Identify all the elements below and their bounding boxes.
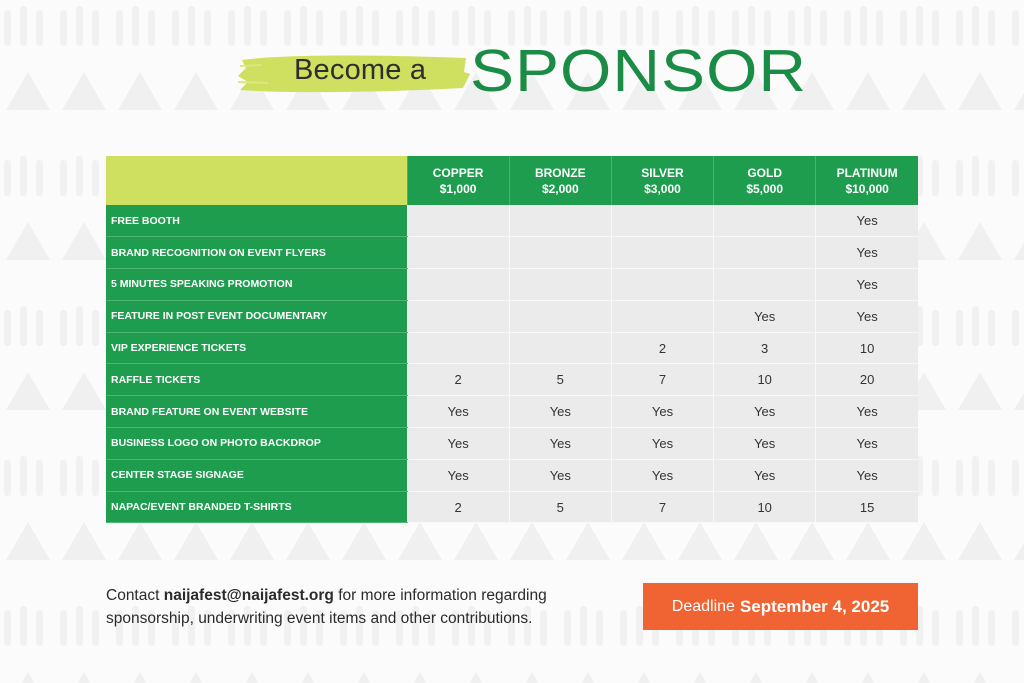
benefit-value-gold: [714, 237, 816, 269]
benefit-value-platinum: 10: [816, 332, 918, 364]
benefit-value-platinum: 15: [816, 491, 918, 523]
table-row: [106, 300, 918, 332]
tier-header-row: [106, 156, 918, 205]
benefit-value-bronze: Yes: [509, 459, 611, 491]
benefit-label: BRAND FEATURE ON EVENT WEBSITE: [106, 396, 407, 428]
header-prefix: Become a: [294, 54, 427, 86]
tier-header-gold: GOLD $5,000: [714, 156, 816, 205]
deadline-date: September 4, 2025: [739, 596, 890, 616]
benefit-value-silver: 7: [611, 491, 713, 523]
contact-text: Contact naijafest@naijafest.org for more information regarding sponsorship, underwriting event items and other contributions.: [106, 587, 547, 627]
benefit-label: BRAND RECOGNITION ON EVENT FLYERS: [106, 237, 407, 269]
tier-header-copper: COPPER $1,000: [407, 156, 509, 205]
benefit-value-copper: Yes: [407, 428, 509, 460]
tier-header-bronze: BRONZE $2,000: [509, 156, 611, 205]
table-row: [106, 364, 918, 396]
benefit-value-gold: [714, 269, 816, 301]
benefit-value-bronze: 5: [509, 491, 611, 523]
benefit-value-platinum: Yes: [816, 459, 918, 491]
table-row: [106, 396, 918, 428]
benefit-value-copper: [407, 269, 509, 301]
benefit-value-platinum: 20: [816, 364, 918, 396]
benefit-value-bronze: 5: [509, 364, 611, 396]
benefit-value-bronze: [509, 300, 611, 332]
benefit-value-silver: [611, 300, 713, 332]
contact-email-link[interactable]: naijafest@naijafest.org: [163, 587, 334, 604]
deadline-label: Deadline: [671, 597, 735, 615]
benefit-value-gold: Yes: [714, 459, 816, 491]
table-row: [106, 237, 918, 269]
benefit-value-bronze: [509, 205, 611, 237]
benefit-label: BUSINESS LOGO ON PHOTO BACKDROP: [106, 428, 407, 460]
benefit-value-bronze: [509, 332, 611, 364]
table-row: [106, 205, 918, 237]
benefit-value-copper: [407, 237, 509, 269]
benefit-value-gold: [714, 205, 816, 237]
benefit-value-platinum: Yes: [816, 396, 918, 428]
table-row: [106, 459, 918, 491]
benefit-value-copper: Yes: [407, 396, 509, 428]
benefit-value-platinum: Yes: [816, 300, 918, 332]
benefit-label: VIP EXPERIENCE TICKETS: [106, 332, 407, 364]
benefit-value-platinum: Yes: [816, 428, 918, 460]
benefit-label: CENTER STAGE SIGNAGE: [106, 459, 407, 491]
benefit-value-silver: Yes: [611, 428, 713, 460]
table-corner: [106, 156, 407, 205]
benefit-value-silver: Yes: [611, 459, 713, 491]
benefit-label: NAPAC/EVENT BRANDED T-SHIRTS: [106, 491, 407, 523]
benefit-value-copper: [407, 332, 509, 364]
benefit-value-gold: Yes: [714, 300, 816, 332]
benefit-value-platinum: Yes: [816, 237, 918, 269]
sponsorship-table: [106, 156, 918, 523]
table-row: [106, 428, 918, 460]
table-row: [106, 491, 918, 523]
benefit-label: 5 MINUTES SPEAKING PROMOTION: [106, 269, 407, 301]
benefit-value-silver: [611, 269, 713, 301]
benefit-value-bronze: [509, 269, 611, 301]
benefit-value-gold: Yes: [714, 428, 816, 460]
tier-header-platinum: PLATINUM $10,000: [816, 156, 918, 205]
benefit-value-silver: 2: [611, 332, 713, 364]
benefit-value-platinum: Yes: [816, 205, 918, 237]
benefit-value-gold: Yes: [714, 396, 816, 428]
benefit-value-silver: Yes: [611, 396, 713, 428]
benefit-value-gold: 10: [714, 491, 816, 523]
header-title: SPONSOR: [470, 36, 808, 104]
benefit-value-bronze: [509, 237, 611, 269]
table-row: [106, 332, 918, 364]
tier-header-silver: SILVER $3,000: [611, 156, 713, 205]
benefit-value-copper: 2: [407, 364, 509, 396]
benefit-value-copper: [407, 205, 509, 237]
benefit-label: FEATURE IN POST EVENT DOCUMENTARY: [106, 300, 407, 332]
header: [0, 34, 1024, 114]
benefit-value-bronze: Yes: [509, 428, 611, 460]
benefit-value-gold: 3: [714, 332, 816, 364]
deadline-badge: [643, 583, 918, 630]
benefit-value-copper: Yes: [407, 459, 509, 491]
benefit-label: RAFFLE TICKETS: [106, 364, 407, 396]
benefit-value-bronze: Yes: [509, 396, 611, 428]
table-row: [106, 269, 918, 301]
benefit-value-platinum: Yes: [816, 269, 918, 301]
benefit-value-silver: 7: [611, 364, 713, 396]
benefit-value-gold: 10: [714, 364, 816, 396]
benefit-value-silver: [611, 205, 713, 237]
benefit-value-silver: [611, 237, 713, 269]
benefit-label: FREE BOOTH: [106, 205, 407, 237]
benefit-value-copper: 2: [407, 491, 509, 523]
benefit-value-copper: [407, 300, 509, 332]
